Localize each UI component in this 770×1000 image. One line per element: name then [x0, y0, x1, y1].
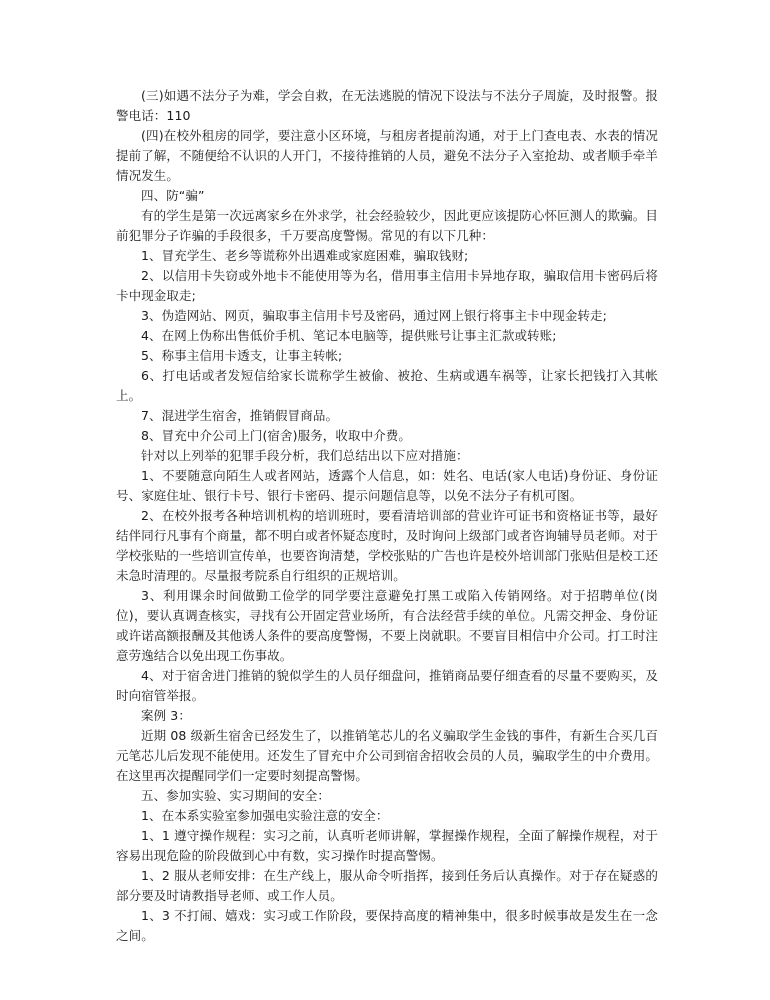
list-item-fraud-3: 3、伪造网站、网页，骗取事主信用卡号及密码，通过网上银行将事主卡中现金转走; [141, 308, 607, 323]
list-item-fraud-8: 8、冒充中介公司上门(宿舍)服务，收取中介费。 [141, 428, 412, 443]
document-body [116, 86, 658, 946]
list-item-countermeasure-1: 1、不要随意向陌生人或者网站，透露个人信息，如：姓名、电话(家人电话)身份证、身份证号、家庭住址、银行卡号、银行卡密码、提示问题信息等，以免不法分子有机可图。 [116, 468, 658, 503]
section-heading-anti-fraud: 四、防“骗” [141, 188, 205, 203]
paragraph-countermeasures-intro: 针对以上列举的犯罪手段分析，我们总结出以下应对措施： [141, 448, 469, 463]
list-item-fraud-2: 2、以信用卡失窃或外地卡不能使用等为名，借用事主信用卡异地存取，骗取信用卡密码后将卡中现金取走; [116, 268, 658, 303]
list-item-fraud-6: 6、打电话或者发短信给家长谎称学生被偷、被抢、生病或遇车祸等，让家长把钱打入其帐上。 [116, 368, 658, 403]
subheading-lab-safety: 1、在本系实验室参加强电实验注意的安全： [141, 808, 389, 823]
paragraph-fraud-handling: (三)如遇不法分子为难，学会自救，在无法逃脱的情况下设法与不法分子周旋，及时报警。报警电话：110 [116, 88, 658, 123]
list-item-fraud-7: 7、混进学生宿舍，推销假冒商品。 [141, 408, 339, 423]
case-heading: 案例 3： [141, 708, 191, 723]
list-item-fraud-1: 1、冒充学生、老乡等谎称外出遇难或家庭困难，骗取钱财; [141, 248, 469, 263]
list-item-lab-1-1: 1、1 遵守操作规程：实习之前，认真听老师讲解，掌握操作规程，全面了解操作规程，对于容易出现危险的阶段做到心中有数，实习操作时提高警惕。 [116, 828, 658, 863]
list-item-countermeasure-2: 2、在校外报考各种培训机构的培训班时，要看清培训部的营业许可证书和资格证书等，最好结伴同行凡事有个商量，都不明白或者怀疑态度时，及时询问上级部门或者咨询辅导员老师。对于学校张贴的一些培训宣传单，也要咨询清楚，学校张贴的广告也许是校外培训部门张贴但是校工还未急时清理的。尽量报考院系自行组织的正规培训。 [116, 508, 658, 583]
section-heading-lab-safety: 五、参加实验、实习期间的安全： [141, 788, 331, 803]
list-item-countermeasure-4: 4、对于宿舍进门推销的貌似学生的人员仔细盘问，推销商品要仔细查看的尽量不要购买，及时向宿管举报。 [116, 668, 658, 703]
paragraph-offcampus-rental: (四)在校外租房的同学，要注意小区环境，与租房者提前沟通，对于上门查电表、水表的情况提前了解，不随便给不认识的人开门，不接待推销的人员，避免不法分子入室抢劫、或者顺手牵羊情况发生。 [116, 128, 658, 183]
list-item-lab-1-2: 1、2 服从老师安排：在生产线上，服从命令听指挥，接到任务后认真操作。对于存在疑惑的部分要及时请教指导老师、或工作人员。 [116, 868, 658, 903]
paragraph-case-3: 近期 08 级新生宿舍已经发生了，以推销笔芯儿的名义骗取学生金钱的事件，有新生合买几百元笔芯儿后发现不能使用。还发生了冒充中介公司到宿舍招收会员的人员，骗取学生的中介费用。在这里再次提醒同学们一定要时刻提高警惕。 [116, 728, 658, 783]
list-item-lab-1-3: 1、3 不打闹、嬉戏：实习或工作阶段，要保持高度的精神集中，很多时候事故是发生在一念之间。 [116, 908, 658, 943]
paragraph-fraud-intro: 有的学生是第一次远离家乡在外求学，社会经验较少，因此更应该提防心怀叵测人的欺骗。目前犯罪分子诈骗的手段很多，千万要高度警惕。常见的有以下几种： [116, 208, 658, 243]
list-item-fraud-4: 4、在网上伪称出售低价手机、笔记本电脑等，提供账号让事主汇款或转账; [141, 328, 557, 343]
list-item-fraud-5: 5、称事主信用卡透支，让事主转帐; [141, 348, 343, 363]
list-item-countermeasure-3: 3、利用课余时间做勤工俭学的同学要注意避免打黑工或陷入传销网络。对于招聘单位(岗位)，要认真调查核实，寻找有公开固定营业场所，有合法经营手续的单位。凡需交押金、身份证或许诺高额报酬及其他诱人条件的要高度警惕，不要上岗就职。不要盲目相信中介公司。打工时注意劳逸结合以免出现工伤事故。 [116, 588, 658, 663]
